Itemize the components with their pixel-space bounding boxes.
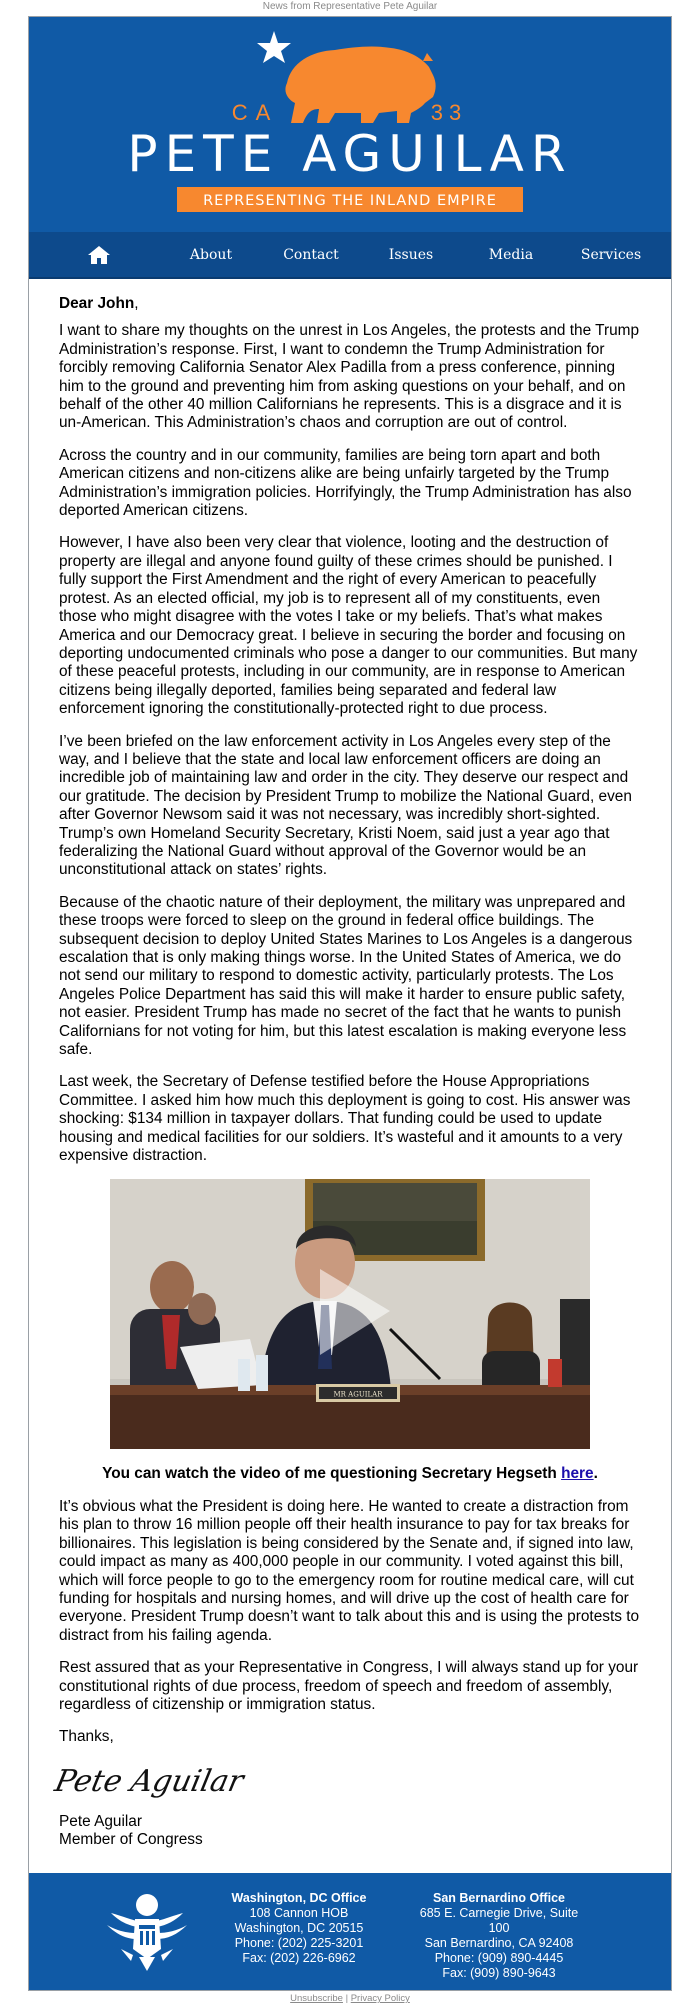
paragraph-2: Across the country and in our community, families are being torn apart and both American citizens and non-citizens alike are being unfairly targeted by the Trump Administration’s immigration policies. Horrifyingly, the Trump Administration has also deported American citizens. — [59, 446, 632, 520]
video-nameplate: MR AGUILAR — [333, 1390, 383, 1399]
nav-services[interactable]: Services — [580, 246, 642, 263]
sender-name: Pete Aguilar — [59, 1812, 142, 1830]
nav-media[interactable]: Media — [488, 246, 534, 263]
navigation-bar — [29, 232, 671, 279]
signature-image — [51, 1755, 641, 1805]
tagline-text: REPRESENTING THE INLAND EMPIRE — [203, 193, 497, 209]
nav-about[interactable]: About — [189, 246, 233, 263]
paragraph-8: Rest assured that as your Representative in Congress, I will always stand up for your constitutional rights of due process, freedom of speech and freedom of assembly, regardless of citizenship or immigration status. — [59, 1659, 639, 1713]
star-icon — [257, 31, 291, 63]
office-san-bernardino-line: San Bernardino, CA 92408 — [424, 1936, 574, 1950]
hearing-video-thumbnail[interactable] — [110, 1179, 590, 1449]
paragraph-5: Because of the chaotic nature of their deployment, the military was unprepared and these troops were forced to sleep on the ground in federal office buildings. The subsequent decision to deploy United States Marines to Los Angeles is a dangerous escalation that is only making things worse. In the United States of America, we do not send our military to respond to domestic activity, particularly protests. The Los Angeles Police Department has said this will make it harder to ensure public safety, not easier. President Trump has made no secret of the fact that he wants to punish Californians for not voting for him, but this latest escalation is making everyone less safe. — [59, 893, 633, 1059]
privacy-policy-link[interactable]: Privacy Policy — [350, 1993, 410, 2004]
nav-contact[interactable]: Contact — [283, 246, 339, 263]
paragraph-1: I want to share my thoughts on the unrest in Los Angeles, the protests and the Trump Administration’s response. First, I want to condemn the Trump Administration for forcibly removing California Senator Alex Padilla from a press conference, pinning him to the ground and preventing him from asking questions on your behalf, and on behalf of the other 40 million Californians he represents. This is a disgrace and it is un-American. This Administration’s chaos and corruption are out of control. — [59, 322, 640, 432]
office-san-bernardino-phone: Phone: (909) 890-4445 — [434, 1951, 564, 1965]
nav-home-link[interactable] — [69, 231, 129, 278]
greeting-punctuation: , — [134, 295, 139, 312]
representative-name: PETE AGUILAR — [127, 125, 573, 183]
video-caption-text: You can watch the video of me questioning Secretary Hegseth — [102, 1465, 562, 1483]
sender-title: Member of Congress — [59, 1831, 203, 1849]
district-label: 33 — [430, 100, 468, 125]
office-san-bernardino-title: San Bernardino Office — [433, 1891, 565, 1905]
preheader-text: News from Representative Pete Aguilar — [262, 1, 438, 12]
svg-text:Pete Aguilar: Pete Aguilar — [51, 1764, 247, 1799]
video-caption — [59, 1465, 641, 1483]
greeting-name: Dear John — [59, 295, 135, 312]
link-separator: | — [345, 1993, 349, 2004]
congressional-seal-icon — [107, 1891, 187, 1973]
footer-offices — [29, 1873, 671, 1990]
paragraph-4: I’ve been briefed on the law enforcement activity in Los Angeles every step of the way, and I believe that the state and local law enforcement officers are doing an incredible job of maintaining law and order in the city. They deserve our respect and our gratitude. The decision by President Trump to mobilize the National Guard, even after Governor Newsom said it was not necessary, was incredibly short-sighted. Trump’s own Homeland Security Secretary, Kristi Noem, said just a year ago that federalizing the National Guard without approval of the Governor would be an unconstitutional attack on states’ rights. — [59, 732, 632, 879]
nav-issues[interactable]: Issues — [388, 246, 434, 263]
bear-icon — [285, 47, 435, 123]
paragraph-7: It’s obvious what the President is doing here. He wanted to create a distraction from his plan to throw 16 million people off their health insurance to pay for tax breaks for billionaires. This legislation is being considered by the Senate and, if signed into law, could impact as many as 400,000 people in our community. I voted against this bill, which will force people to go to the emergency room for routine medical care, will cut funding for hospitals and nursing homes, and will drive up the cost of health care for everyone. President Trump doesn’t want to talk about this and is using the protests to distract from his failing agenda. — [59, 1497, 640, 1644]
footer-links — [0, 1993, 700, 2004]
paragraph-3: However, I have also been very clear that violence, looting and the destruction of property are illegal and anyone found guilty of these crimes should be punished. I fully support the First Amendment and the right of every American to peacefully protest. As an elected official, my job is to represent all of my constituents, even those who might disagree with the votes I take or my beliefs. That’s what makes America and our Democracy great. I believe in securing the border and focusing on deporting undocumented criminals who pose a danger to our communities. But many of these peaceful protests, including in our community, are in response to American citizens being illegally deported, families being separated and federal law enforcement ignoring the constitutionally-protected right to due process. — [59, 534, 638, 718]
office-washington-title: Washington, DC Office — [231, 1891, 367, 1905]
letter-body — [29, 279, 671, 1850]
state-label: CA — [231, 100, 279, 125]
office-washington-line: 108 Cannon HOB — [249, 1906, 349, 1920]
handwritten-signature — [51, 1755, 247, 1805]
office-washington — [209, 1891, 389, 1966]
masthead-logo — [29, 17, 671, 232]
greeting — [59, 295, 641, 313]
office-washington-fax: Fax: (202) 226-6962 — [242, 1951, 356, 1965]
unsubscribe-link[interactable]: Unsubscribe — [290, 1993, 343, 2004]
masthead-banner — [29, 17, 671, 232]
office-washington-phone: Phone: (202) 225-3201 — [234, 1936, 364, 1950]
closing: Thanks, — [59, 1728, 114, 1746]
office-san-bernardino-line: 685 E. Carnegie Drive, Suite 100 — [419, 1906, 579, 1935]
home-icon — [88, 246, 110, 264]
paragraph-6: Last week, the Secretary of Defense testified before the House Appropriations Committee. I asked him how much this deployment is going to cost. His answer was shocking: $134 million in taxpayer dollars. That funding could be used to update housing and medical facilities for our soldiers. It’s wasteful and it amounts to a very expensive distraction. — [59, 1073, 631, 1165]
office-san-bernardino — [409, 1891, 589, 1981]
video-link[interactable]: here — [561, 1465, 594, 1483]
video-caption-end: . — [593, 1465, 598, 1483]
office-san-bernardino-fax: Fax: (909) 890-9643 — [442, 1966, 556, 1980]
video-still — [110, 1179, 590, 1449]
office-washington-line: Washington, DC 20515 — [234, 1921, 364, 1935]
email-container — [28, 16, 672, 1991]
